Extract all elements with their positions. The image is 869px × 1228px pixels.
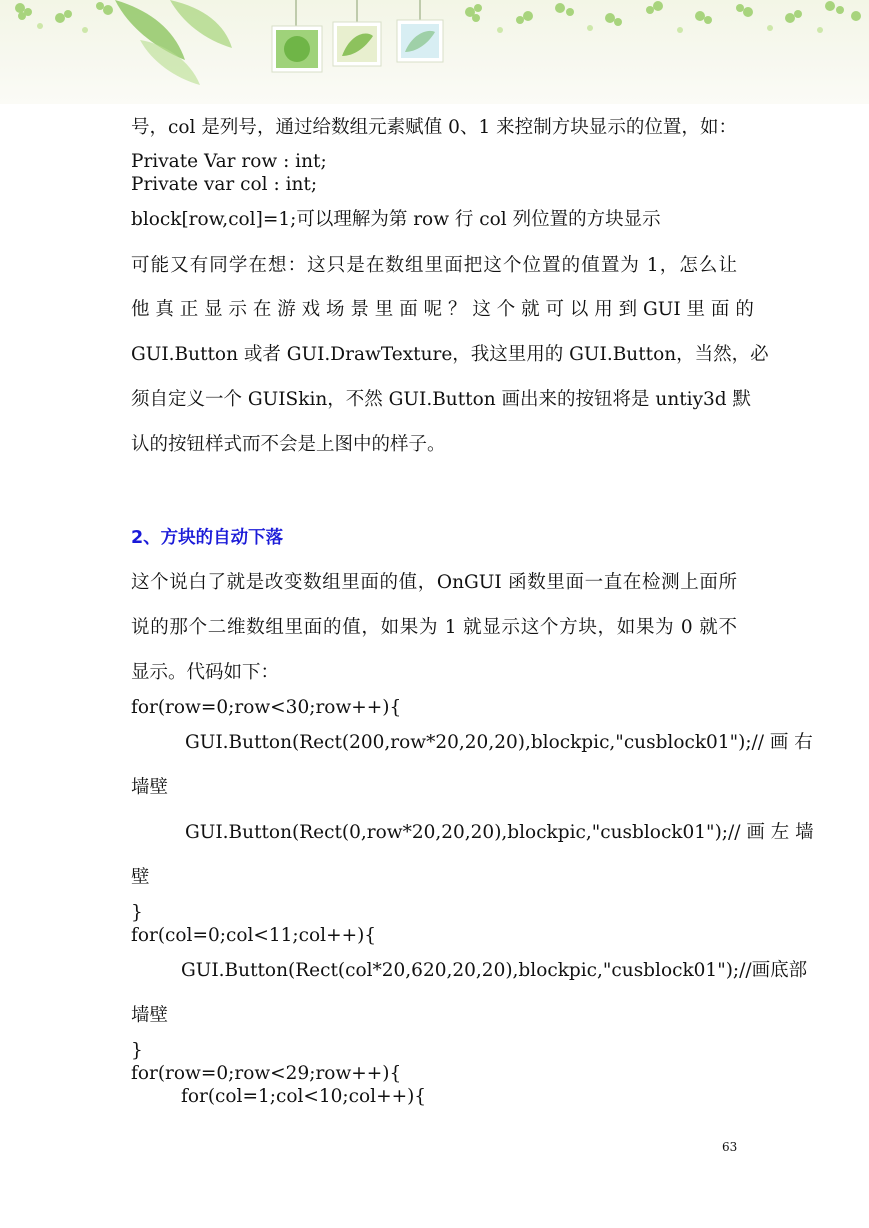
- code-line: GUI.Button(Rect(200,row*20,20,20),blockpic,"cusblock01");// 画 右: [185, 732, 813, 753]
- text-line: 这个说白了就是改变数组里面的值，OnGUI 函数里面一直在检测上面所: [131, 572, 737, 593]
- code-line: }: [131, 902, 143, 923]
- text-line: 须自定义一个 GUISkin，不然 GUI.Button 画出来的按钮将是 untiy3d 默: [131, 389, 752, 410]
- code-line: Private var col : int;: [131, 174, 318, 195]
- code-line: GUI.Button(Rect(0,row*20,20,20),blockpic,"cusblock01");// 画 左 墙: [185, 822, 814, 843]
- text-line: 他 真 正 显 示 在 游 戏 场 景 里 面 呢 ？ 这 个 就 可 以 用 到 GUI 里 面 的: [131, 299, 754, 320]
- code-line: 墙壁: [131, 1005, 169, 1026]
- code-line: }: [131, 1040, 143, 1061]
- code-line: GUI.Button(Rect(col*20,620,20,20),blockpic,"cusblock01");//画底部: [181, 960, 808, 981]
- text-line: 号，col 是列号，通过给数组元素赋值 0、1 来控制方块显示的位置，如：: [131, 117, 737, 138]
- text-line: GUI.Button 或者 GUI.DrawTexture，我这里用的 GUI.Button，当然，必: [131, 344, 769, 365]
- code-line: 壁: [131, 867, 150, 888]
- section-heading: 2、方块的自动下落: [131, 528, 284, 548]
- leaf-decoration: [0, 0, 869, 104]
- code-line: for(row=0;row<30;row++){: [131, 697, 402, 718]
- code-line: Private Var row : int;: [131, 151, 327, 172]
- text-line: 认的按钮样式而不会是上图中的样子。: [131, 434, 446, 455]
- code-line: for(col=0;col<11;col++){: [131, 925, 377, 946]
- code-line: 墙壁: [131, 777, 169, 798]
- decorative-header-banner: [0, 0, 869, 104]
- text-line: 说的那个二维数组里面的值，如果为 1 就显示这个方块，如果为 0 就不: [131, 617, 737, 638]
- code-line: for(col=1;col<10;col++){: [181, 1086, 427, 1107]
- text-line: 显示。代码如下：: [131, 662, 280, 683]
- page-number: 63: [722, 1140, 738, 1154]
- text-line: block[row,col]=1;可以理解为第 row 行 col 列位置的方块显示: [131, 209, 661, 230]
- code-line: for(row=0;row<29;row++){: [131, 1063, 402, 1084]
- text-line: 可能又有同学在想：这只是在数组里面把这个位置的值置为 1，怎么让: [131, 255, 737, 276]
